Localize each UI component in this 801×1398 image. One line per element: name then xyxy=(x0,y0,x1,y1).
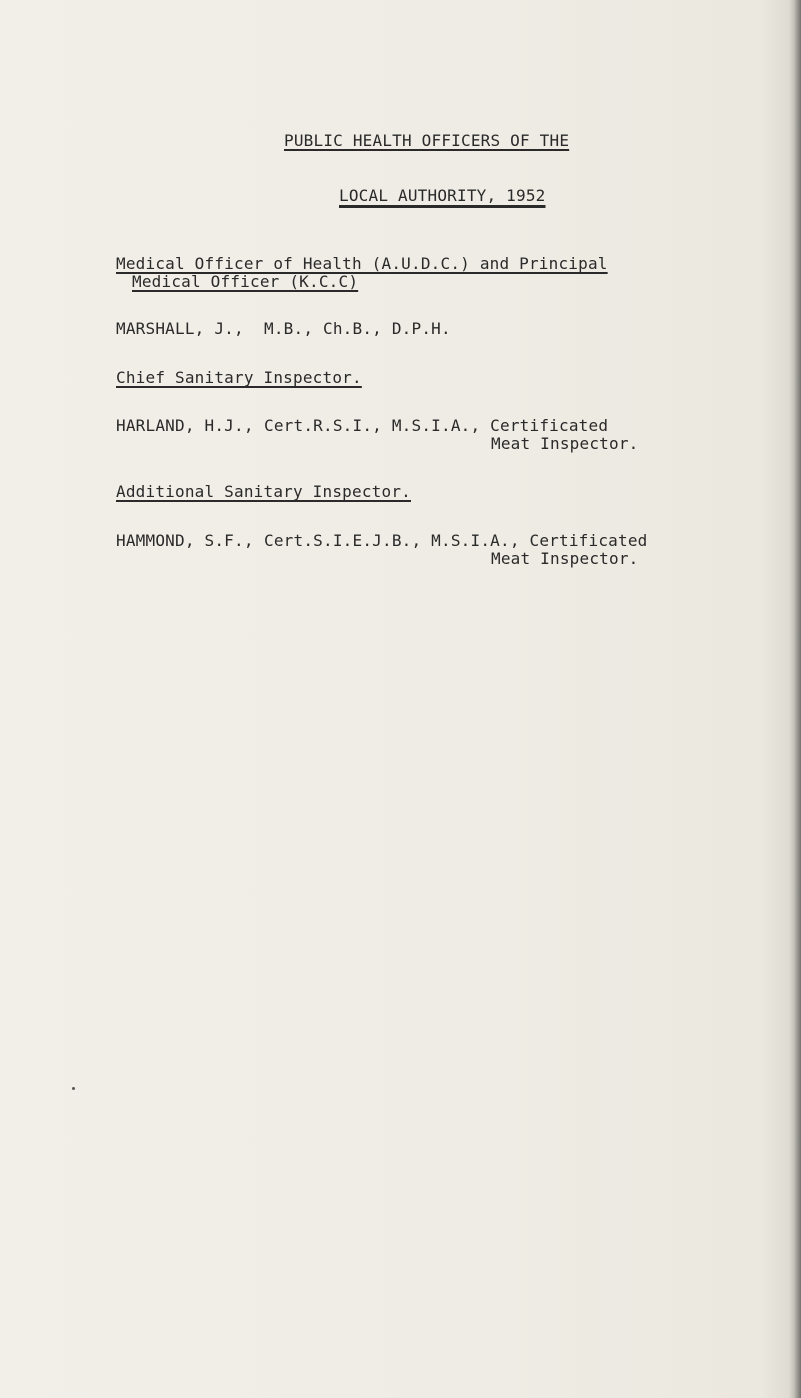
section-1-name: MARSHALL, J., xyxy=(116,319,244,338)
scan-speck xyxy=(72,1087,75,1090)
section-1-heading-line-2: Medical Officer (K.C.C) xyxy=(132,272,359,291)
section-3-qualifications-line-2: Meat Inspector. xyxy=(491,549,639,568)
section-2-qualifications-line-1: Cert.R.S.I., M.S.I.A., Certificated xyxy=(264,416,609,435)
title-line-2: LOCAL AUTHORITY, 1952 xyxy=(339,186,546,205)
section-3-name: HAMMOND, S.F., xyxy=(116,531,254,550)
section-3-heading: Additional Sanitary Inspector. xyxy=(116,482,411,501)
section-2-name: HARLAND, H.J., xyxy=(116,416,254,435)
section-1-heading-line-1: Medical Officer of Health (A.U.D.C.) and Principal xyxy=(116,254,608,273)
section-1-qualifications: M.B., Ch.B., D.P.H. xyxy=(264,319,451,338)
section-3-qualifications-line-1: Cert.S.I.E.J.B., M.S.I.A., Certificated xyxy=(264,531,648,550)
section-2-heading: Chief Sanitary Inspector. xyxy=(116,368,362,387)
title-line-1: PUBLIC HEALTH OFFICERS OF THE xyxy=(284,131,570,150)
page-edge-shadow xyxy=(789,0,801,1398)
section-2-qualifications-line-2: Meat Inspector. xyxy=(491,434,639,453)
